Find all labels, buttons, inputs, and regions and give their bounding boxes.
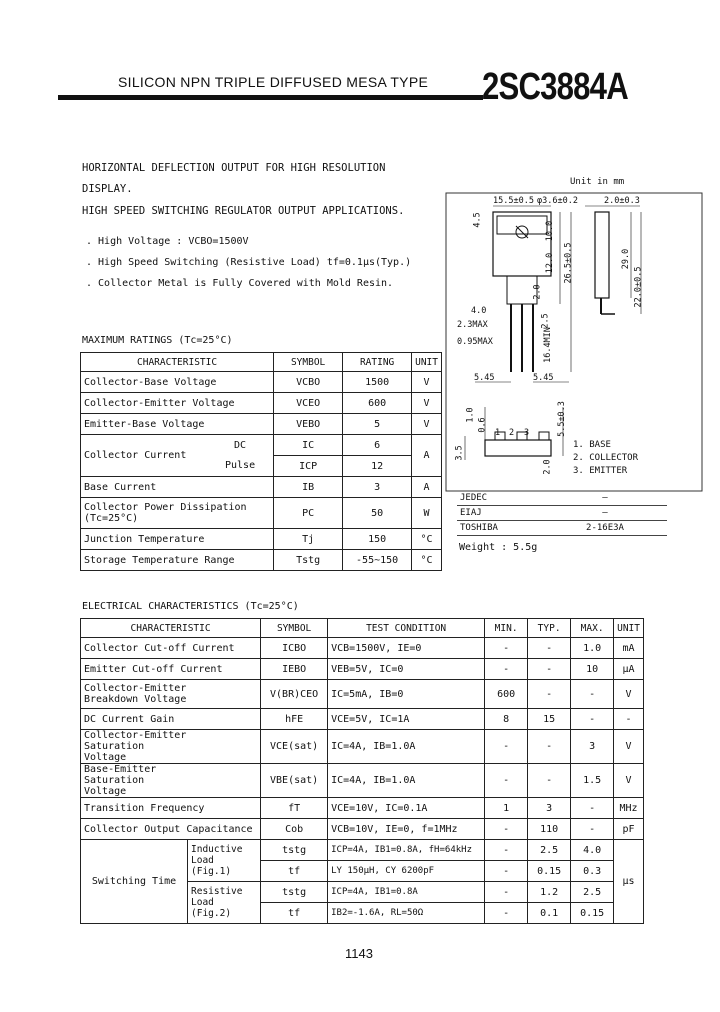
cell-min: 1: [485, 798, 528, 819]
cell-unit: μA: [614, 659, 644, 680]
col-condition: TEST CONDITION: [328, 619, 485, 638]
col-symbol: SYMBOL: [261, 619, 328, 638]
table-row: [81, 529, 442, 550]
cell-min: -: [485, 764, 528, 798]
application-line: DISPLAY.: [82, 183, 133, 195]
dim-label: 2.5: [540, 313, 551, 329]
dim-label: 4.0: [471, 306, 487, 316]
part-number: 2SC3884A: [482, 66, 628, 108]
table-row: [81, 638, 644, 659]
cell-characteristic: Base-Emitter Saturation Voltage: [81, 764, 261, 798]
table-row: [81, 372, 442, 393]
cell-typ: 3: [528, 798, 571, 819]
cell-condition: VCB=1500V, IE=0: [328, 638, 485, 659]
cell-symbol: ICBO: [261, 638, 328, 659]
cell-condition: ICP=4A, IB1=0.8A: [328, 882, 485, 903]
cell-symbol: IEBO: [261, 659, 328, 680]
cell-max: 0.15: [571, 903, 614, 924]
cell-unit: pF: [614, 819, 644, 840]
cell-characteristic: Junction Temperature: [81, 529, 274, 550]
cell-condition: VEB=5V, IC=0: [328, 659, 485, 680]
cell-symbol: hFE: [261, 709, 328, 730]
cell-symbol: VCEO: [274, 393, 343, 414]
cell-condition: IC=4A, IB=1.0A: [328, 730, 485, 764]
cell-symbol: tstg: [261, 882, 328, 903]
cell-typ: 1.2: [528, 882, 571, 903]
cell-subcharacteristic: DC: [207, 435, 274, 456]
cell-min: -: [485, 819, 528, 840]
cell-unit: -: [614, 709, 644, 730]
cell-inductive-load: [188, 840, 261, 882]
cell-min: -: [485, 882, 528, 903]
cell-max: 2.5: [571, 882, 614, 903]
cell-symbol: Tstg: [274, 550, 343, 571]
page-number: 1143: [345, 946, 373, 961]
cell-rating: 6: [343, 435, 412, 456]
cell-unit: V: [614, 680, 644, 709]
cell-max: 3: [571, 730, 614, 764]
cell-unit: V: [614, 730, 644, 764]
dim-label: 5.45: [474, 373, 495, 383]
cell-max: -: [571, 798, 614, 819]
cell-characteristic: DC Current Gain: [81, 709, 261, 730]
cell-characteristic: Collector-Base Voltage: [81, 372, 274, 393]
cell-condition: IC=4A, IB=1.0A: [328, 764, 485, 798]
table-row: [457, 521, 667, 536]
pin-label: 1. BASE: [573, 440, 611, 450]
col-characteristic: CHARACTERISTIC: [81, 353, 274, 372]
cell-symbol: tstg: [261, 840, 328, 861]
cell-code: ―: [543, 506, 667, 521]
cell-symbol: VBE(sat): [261, 764, 328, 798]
table-row: [81, 709, 644, 730]
cell-min: -: [485, 659, 528, 680]
cell-rating: 600: [343, 393, 412, 414]
cell-unit: V: [412, 372, 442, 393]
cell-unit: °C: [412, 550, 442, 571]
cell-condition: VCB=10V, IE=0, f=1MHz: [328, 819, 485, 840]
pin-number: 3: [524, 428, 530, 438]
cell-rating: 12: [343, 456, 412, 477]
pin-label: 2. COLLECTOR: [573, 453, 639, 463]
cell-unit: V: [412, 393, 442, 414]
table-row: [81, 680, 644, 709]
dim-label: 12.0: [545, 252, 556, 274]
pin-number: 1: [495, 428, 501, 438]
cell-characteristic: Collector-Emitter Voltage: [81, 393, 274, 414]
elec-title: ELECTRICAL CHARACTERISTICS (Tc=25°C): [82, 601, 299, 612]
cell-symbol: IB: [274, 477, 343, 498]
cell-condition: ICP=4A, IB1=0.8A, fH=64kHz: [328, 840, 485, 861]
cell-unit: A: [412, 477, 442, 498]
table-row: [81, 550, 442, 571]
dim-label: 5.45: [533, 373, 554, 383]
cell-resistive-load: [188, 882, 261, 924]
cell-condition: IC=5mA, IB=0: [328, 680, 485, 709]
dim-label: 5.5±0.3: [556, 401, 567, 437]
table-row: [81, 477, 442, 498]
cell-typ: -: [528, 659, 571, 680]
cell-unit: μs: [614, 840, 644, 924]
table-row: [457, 491, 667, 506]
cell-rating: 150: [343, 529, 412, 550]
col-min: MIN.: [485, 619, 528, 638]
cell-min: 600: [485, 680, 528, 709]
cell-symbol: tf: [261, 903, 328, 924]
dim-label: 22.0±0.5: [633, 266, 644, 308]
cell-typ: 0.1: [528, 903, 571, 924]
table-row: [81, 435, 442, 456]
device-type: SILICON NPN TRIPLE DIFFUSED MESA TYPE: [118, 74, 429, 90]
cell-unit: A: [412, 435, 442, 477]
dim-label: 0.6: [477, 417, 488, 433]
cell-symbol: Tj: [274, 529, 343, 550]
cell-rating: 5: [343, 414, 412, 435]
electrical-characteristics-table: [80, 618, 644, 924]
dim-label: 3.5: [454, 445, 465, 461]
cell-unit: mA: [614, 638, 644, 659]
cell-typ: -: [528, 638, 571, 659]
cell-min: -: [485, 638, 528, 659]
cell-subcharacteristic: Pulse: [207, 456, 274, 477]
cell-max: -: [571, 819, 614, 840]
dim-label: 15.5±0.5: [493, 196, 534, 206]
cell-min: -: [485, 903, 528, 924]
cell-typ: -: [528, 730, 571, 764]
pin-number: 2: [509, 428, 515, 438]
col-max: MAX.: [571, 619, 614, 638]
inductive-fig: (Fig.1): [191, 866, 232, 877]
cell-symbol: fT: [261, 798, 328, 819]
dim-label: 26.5±0.5: [563, 242, 574, 284]
unit-label: Unit in mm: [570, 177, 625, 187]
cell-symbol: V(BR)CEO: [261, 680, 328, 709]
table-row: [81, 393, 442, 414]
cell-symbol: PC: [274, 498, 343, 529]
cell-symbol: IC: [274, 435, 343, 456]
table-row: [81, 840, 644, 861]
col-typ: TYP.: [528, 619, 571, 638]
cell-max: 0.3: [571, 861, 614, 882]
cell-characteristic: Collector-Emitter Breakdown Voltage: [81, 680, 261, 709]
package-body-front: [493, 212, 551, 276]
table-header-row: [81, 353, 442, 372]
feature-line: . Collector Metal is Fully Covered with Mold Resin.: [86, 278, 394, 289]
max-ratings-title: MAXIMUM RATINGS (Tc=25°C): [82, 335, 233, 346]
cell-max: -: [571, 680, 614, 709]
cell-min: -: [485, 861, 528, 882]
table-row: [81, 730, 644, 764]
package-code-table: [457, 491, 667, 536]
cell-symbol: VCE(sat): [261, 730, 328, 764]
dim-label: 2.0: [542, 459, 553, 475]
cell-unit: °C: [412, 529, 442, 550]
cell-typ: -: [528, 680, 571, 709]
weight-label: Weight : 5.5g: [459, 542, 538, 553]
cell-characteristic: Collector Cut-off Current: [81, 638, 261, 659]
feature-line: . High Voltage : VCBO=1500V: [86, 236, 249, 247]
cell-characteristic: Collector Output Capacitance: [81, 819, 261, 840]
table-row: [81, 798, 644, 819]
cell-typ: -: [528, 764, 571, 798]
dim-label: 1.0: [465, 407, 476, 423]
pin-label: 3. EMITTER: [573, 466, 628, 476]
cell-max: 10: [571, 659, 614, 680]
application-line: HORIZONTAL DEFLECTION OUTPUT FOR HIGH RESOLUTION: [82, 162, 386, 174]
cell-rating: 3: [343, 477, 412, 498]
cell-max: 1.5: [571, 764, 614, 798]
table-row: [81, 659, 644, 680]
cell-org: TOSHIBA: [457, 521, 543, 536]
cell-unit: V: [614, 764, 644, 798]
cell-symbol: VEBO: [274, 414, 343, 435]
cell-unit: V: [412, 414, 442, 435]
col-rating: RATING: [343, 353, 412, 372]
cell-switching-label: Switching Time: [81, 840, 188, 924]
col-symbol: SYMBOL: [274, 353, 343, 372]
cell-characteristic: Collector-Emitter Saturation Voltage: [81, 730, 261, 764]
cell-min: -: [485, 730, 528, 764]
dim-label: 2.0: [532, 284, 543, 300]
cell-characteristic: Emitter Cut-off Current: [81, 659, 261, 680]
dim-label: 16.4MIN: [542, 327, 553, 363]
cell-symbol: Cob: [261, 819, 328, 840]
table-row: [81, 819, 644, 840]
cell-symbol: VCBO: [274, 372, 343, 393]
cell-characteristic: Storage Temperature Range: [81, 550, 274, 571]
cell-rating: -55~150: [343, 550, 412, 571]
package-side-view: [595, 212, 609, 298]
cell-max: 1.0: [571, 638, 614, 659]
feature-line: . High Speed Switching (Resistive Load) tf=0.1μs(Typ.): [86, 257, 412, 268]
col-characteristic: CHARACTERISTIC: [81, 619, 261, 638]
cell-characteristic: Emitter-Base Voltage: [81, 414, 274, 435]
cell-condition: VCE=10V, IC=0.1A: [328, 798, 485, 819]
cell-condition: IB2=-1.6A, RL=50Ω: [328, 903, 485, 924]
dim-label: φ3.6±0.2: [537, 196, 578, 206]
cell-characteristic: Base Current: [81, 477, 274, 498]
dim-label: 29.0: [621, 248, 632, 270]
dim-label: 2.0±0.3: [604, 196, 640, 206]
table-row: [457, 506, 667, 521]
table-header-row: [81, 619, 644, 638]
col-unit: UNIT: [614, 619, 644, 638]
cell-characteristic: Collector Current: [81, 435, 208, 477]
table-row: [81, 498, 442, 529]
table-row: [81, 414, 442, 435]
cell-unit: MHz: [614, 798, 644, 819]
resistive-fig: (Fig.2): [191, 908, 232, 919]
cell-typ: 0.15: [528, 861, 571, 882]
dim-label: 10.0: [545, 220, 556, 242]
cell-rating: 1500: [343, 372, 412, 393]
cell-code: 2-16E3A: [543, 521, 667, 536]
dim-label: 0.95MAX: [457, 337, 493, 347]
cell-typ: 15: [528, 709, 571, 730]
inductive-label: Inductive Load: [191, 844, 243, 866]
cell-symbol: ICP: [274, 456, 343, 477]
cell-condition: VCE=5V, IC=1A: [328, 709, 485, 730]
cell-org: JEDEC: [457, 491, 543, 506]
cell-min: 8: [485, 709, 528, 730]
package-bottom-view: [485, 440, 551, 456]
cell-unit: W: [412, 498, 442, 529]
cell-typ: 110: [528, 819, 571, 840]
max-ratings-table: [80, 352, 442, 571]
cell-condition: LY 150μH, CY 6200pF: [328, 861, 485, 882]
cell-max: -: [571, 709, 614, 730]
cell-min: -: [485, 840, 528, 861]
header-rule: [58, 95, 483, 100]
dim-label: 2.3MAX: [457, 320, 488, 330]
cell-characteristic: Collector Power Dissipation (Tc=25°C): [81, 498, 274, 529]
cell-symbol: tf: [261, 861, 328, 882]
dim-label: 4.5: [472, 212, 483, 228]
cell-rating: 50: [343, 498, 412, 529]
application-line: HIGH SPEED SWITCHING REGULATOR OUTPUT APPLICATIONS.: [82, 205, 405, 217]
table-row: [81, 764, 644, 798]
cell-typ: 2.5: [528, 840, 571, 861]
col-unit: UNIT: [412, 353, 442, 372]
cell-max: 4.0: [571, 840, 614, 861]
cell-org: EIAJ: [457, 506, 543, 521]
resistive-label: Resistive Load: [191, 886, 243, 908]
cell-code: ―: [543, 491, 667, 506]
cell-characteristic: Transition Frequency: [81, 798, 261, 819]
